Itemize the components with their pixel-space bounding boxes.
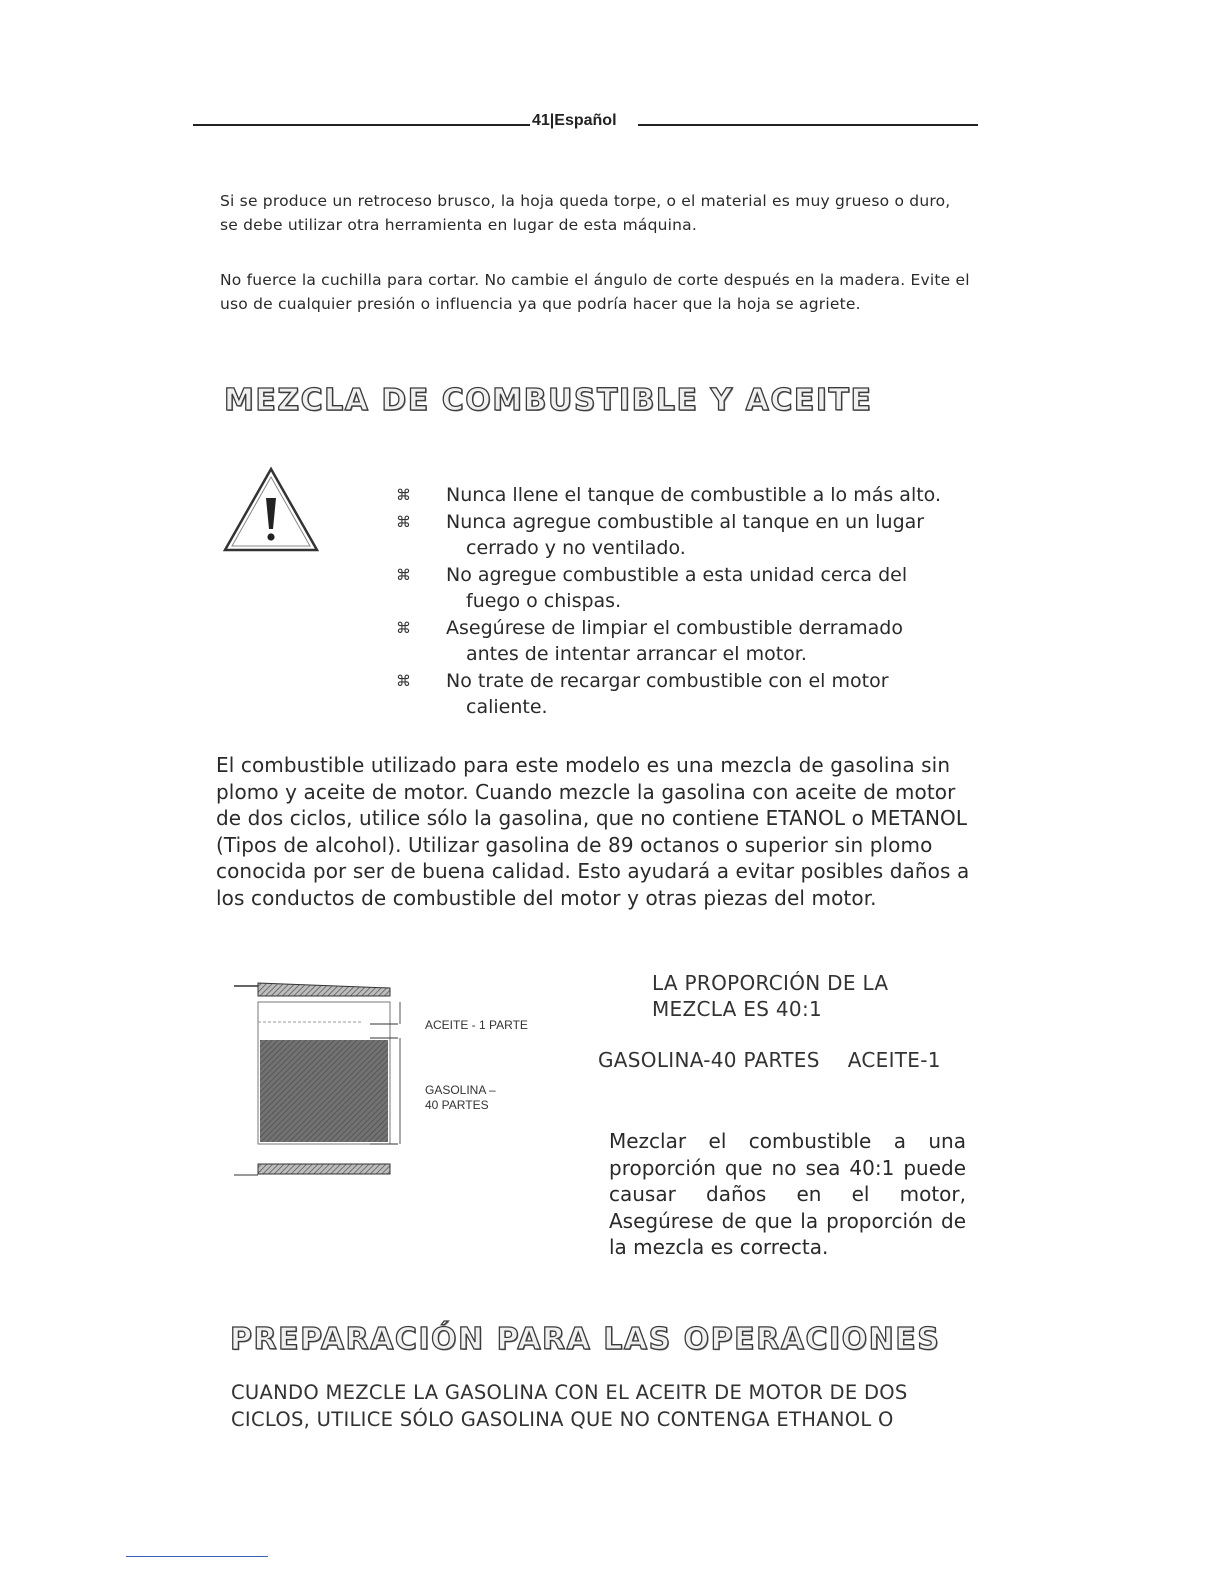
page-number-label: 41|Español <box>532 112 617 129</box>
preparation-line2: CICLOS, UTILICE SÓLO GASOLINA QUE NO CONTENGA ETHANOL O <box>231 1407 894 1431</box>
command-symbol-icon: ⌘ <box>396 512 411 531</box>
preparation-paragraph <box>231 1380 991 1433</box>
bullet-text: No trate de recargar combustible con el motor <box>446 669 889 692</box>
intro-paragraph-1: Si se produce un retroceso brusco, la hoja queda torpe, o el material es muy grueso o duro, se debe utilizar otra herramienta en lugar de esta máquina. <box>220 192 951 234</box>
list-item <box>396 562 996 615</box>
bullet-text: No agregue combustible a esta unidad cerca del <box>446 563 908 586</box>
section-title-fuel-mix: MEZCLA DE COMBUSTIBLE Y ACEITE <box>224 383 873 418</box>
command-symbol-icon: ⌘ <box>396 565 411 584</box>
list-item <box>396 615 996 668</box>
ratio-parts-line <box>598 1048 941 1072</box>
diagram-label-gasoline-line1: GASOLINA – <box>425 1083 496 1097</box>
ratio-title-line1: LA PROPORCIÓN DE LA <box>652 971 889 995</box>
gasoline-parts: GASOLINA-40 PARTES <box>598 1048 820 1072</box>
section-title-preparation: PREPARACIÓN PARA LAS OPERACIONES <box>230 1322 941 1357</box>
list-item <box>396 668 996 721</box>
bullet-text: Nunca agregue combustible al tanque en un lugar <box>446 510 925 533</box>
list-item <box>396 482 996 509</box>
fuel-mix-diagram <box>230 980 420 1184</box>
bullet-text-continued: antes de intentar arrancar el motor. <box>466 643 807 665</box>
command-symbol-icon: ⌘ <box>396 618 411 637</box>
ratio-warning-paragraph: Mezclar el combustible a una proporción que no sea 40:1 puede causar daños en el motor, Asegúrese de que la proporción de la mezcla es correcta. <box>609 1129 966 1259</box>
ratio-title <box>652 970 888 1022</box>
command-symbol-icon: ⌘ <box>396 486 411 504</box>
safety-bullet-list <box>396 482 996 721</box>
bullet-text: Nunca llene el tanque de combustible a lo más alto. <box>446 484 942 506</box>
bullet-text-continued: caliente. <box>466 696 548 718</box>
diagram-label-gasoline <box>425 1083 496 1113</box>
intro-paragraph-2: No fuerce la cuchilla para cortar. No cambie el ángulo de corte después en la madera. Evite el uso de cualquier presión o influencia ya que podría hacer que la hoja se agriete. <box>220 271 970 313</box>
oil-parts: ACEITE-1 <box>847 1048 941 1072</box>
command-symbol-icon: ⌘ <box>396 671 411 690</box>
bullet-text: Asegúrese de limpiar el combustible derramado <box>446 616 903 639</box>
list-item <box>396 509 996 562</box>
bullet-text-continued: cerrado y no ventilado. <box>466 537 686 559</box>
ratio-title-line2: MEZCLA ES 40:1 <box>652 997 823 1021</box>
diagram-label-gasoline-line2: 40 PARTES <box>425 1098 489 1112</box>
header-rule-right <box>638 124 978 126</box>
bullet-text-continued: fuego o chispas. <box>466 590 622 612</box>
diagram-label-oil: ACEITE - 1 PARTE <box>425 1018 528 1032</box>
warning-triangle-icon <box>222 466 320 558</box>
header-rule-left <box>193 124 530 126</box>
preparation-line1: CUANDO MEZCLE LA GASOLINA CON EL ACEITR DE MOTOR DE DOS <box>231 1381 908 1404</box>
fuel-description-paragraph: El combustible utilizado para este modelo es una mezcla de gasolina sin plomo y aceite de motor. Cuando mezcle la gasolina con aceite de motor de dos ciclos, utilice sólo la gasolina, que no contiene ETANOL o METANOL (Tipos de alcohol). Utilizar gasolina de 89 octanos o superior sin plomo conocida por ser de buena calidad. Esto ayudará a evitar posibles daños a los conductos de combustible del motor y otras piezas del motor. <box>216 753 970 910</box>
footnote-rule <box>126 1556 268 1557</box>
